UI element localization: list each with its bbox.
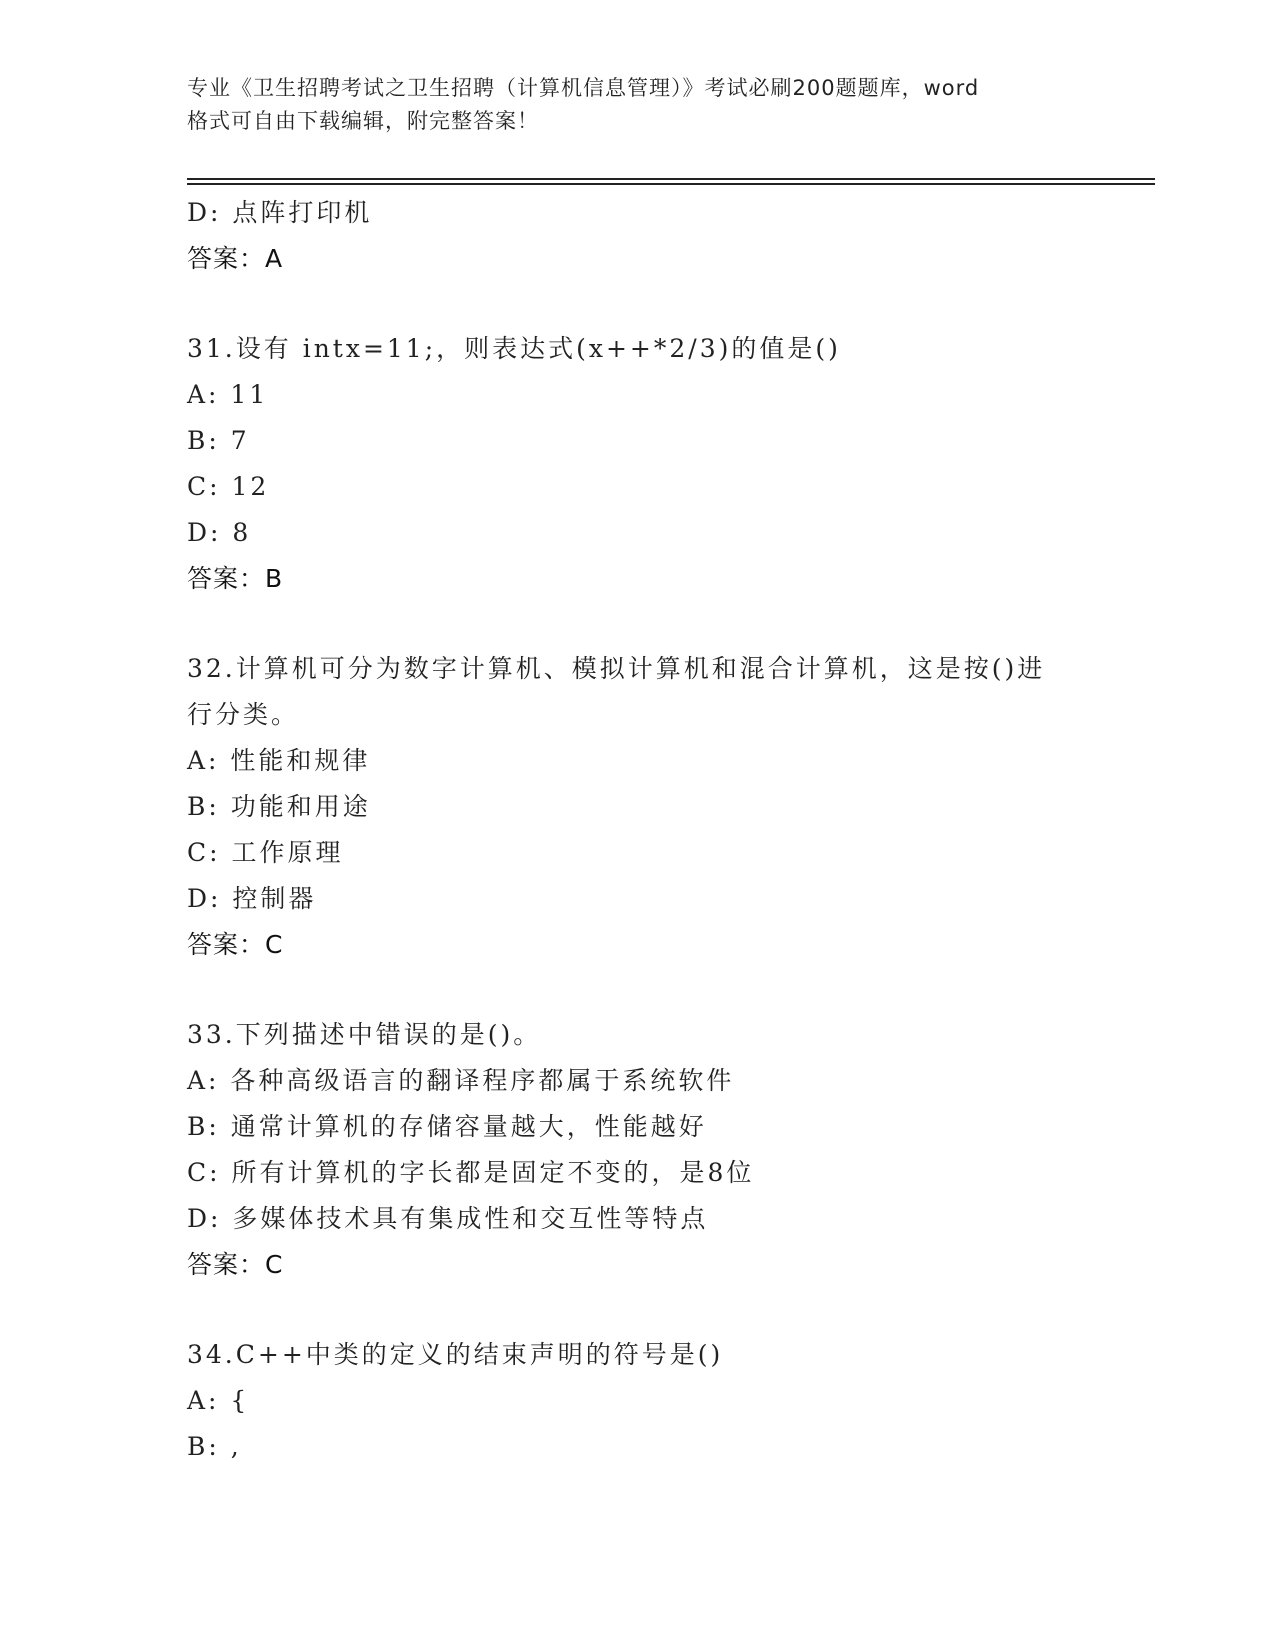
answer-line: 答案：C <box>187 930 284 959</box>
option-a: A: { <box>187 1386 250 1415</box>
question-stem: 31.设有 intx=11;，则表达式(x++*2/3)的值是() <box>187 334 841 363</box>
answer-line: 答案：B <box>187 564 284 593</box>
question-31 <box>187 326 1087 602</box>
header-divider-top <box>187 178 1155 180</box>
spacer <box>187 282 1087 326</box>
question-list <box>187 190 1087 1470</box>
option-b: B: 7 <box>187 426 250 455</box>
question-34 <box>187 1332 1087 1470</box>
spacer <box>187 968 1087 1012</box>
spacer <box>187 602 1087 646</box>
option-a: A: 性能和规律 <box>187 746 371 775</box>
answer-line: 答案：C <box>187 1250 284 1279</box>
header-line-1: 专业《卫生招聘考试之卫生招聘（计算机信息管理）》考试必刷200题题库，word <box>187 76 980 100</box>
option-b: B: , <box>187 1432 242 1461</box>
question-32 <box>187 646 1087 968</box>
option-d: D: 多媒体技术具有集成性和交互性等特点 <box>187 1204 709 1233</box>
question-stem-line-1: 32.计算机可分为数字计算机、模拟计算机和混合计算机，这是按()进 <box>187 654 1046 683</box>
option-d: D: 8 <box>187 518 252 547</box>
question-33 <box>187 1012 1087 1288</box>
option-b: B: 通常计算机的存储容量越大，性能越好 <box>187 1112 707 1141</box>
question-stem: 33.下列描述中错误的是()。 <box>187 1020 542 1049</box>
option-a: A: 11 <box>187 380 269 409</box>
document-header <box>187 72 1087 138</box>
option-c: C: 12 <box>187 472 270 501</box>
answer-line: 答案：A <box>187 244 284 273</box>
question-stem-line-2: 行分类。 <box>187 700 300 729</box>
spacer <box>187 1288 1087 1332</box>
option-b: B: 功能和用途 <box>187 792 371 821</box>
option-d: D: 控制器 <box>187 884 317 913</box>
header-divider-bottom <box>187 183 1155 185</box>
prev-question-tail <box>187 190 1087 282</box>
option-c: C: 所有计算机的字长都是固定不变的，是8位 <box>187 1158 755 1187</box>
header-line-2: 格式可自由下载编辑，附完整答案！ <box>187 109 539 133</box>
option-c: C: 工作原理 <box>187 838 344 867</box>
question-stem: 34.C++中类的定义的结束声明的符号是() <box>187 1340 724 1369</box>
option-d: D: 点阵打印机 <box>187 198 373 227</box>
option-a: A: 各种高级语言的翻译程序都属于系统软件 <box>187 1066 735 1095</box>
